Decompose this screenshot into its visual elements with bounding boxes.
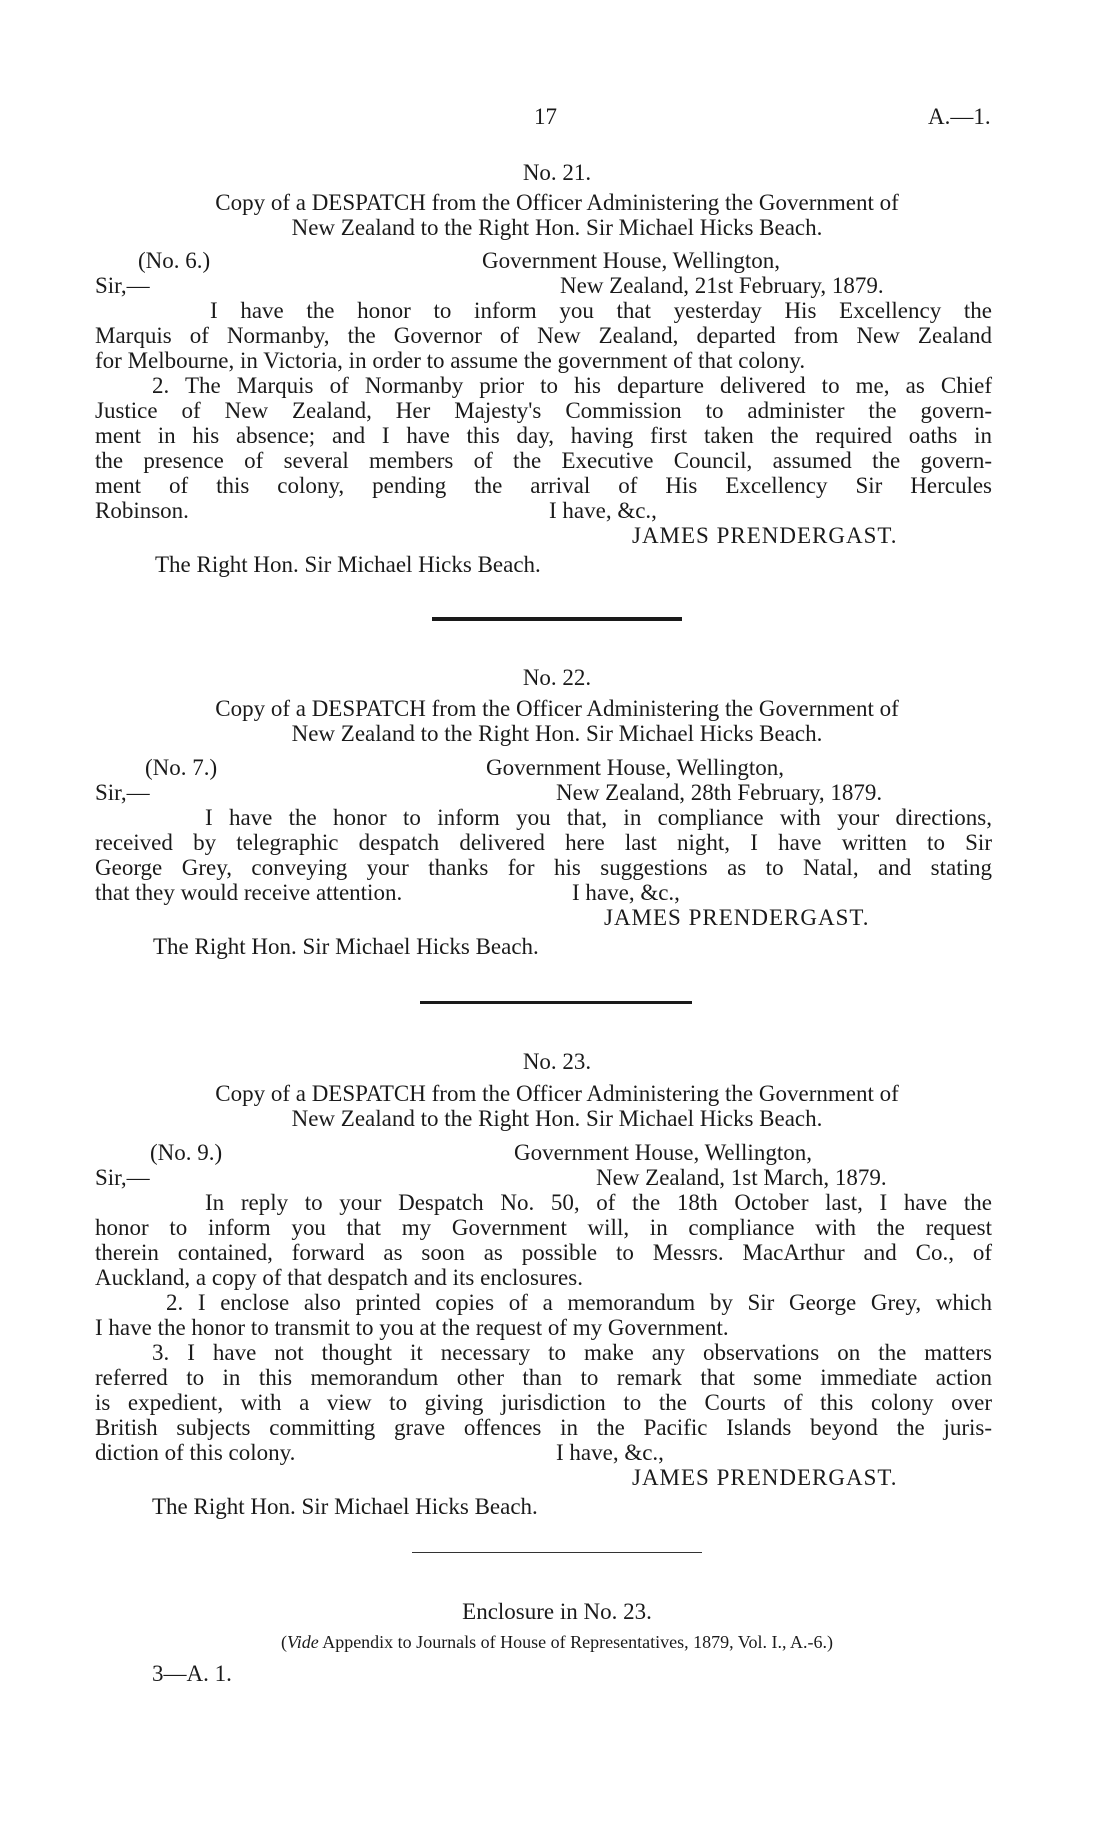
signature-mark: 3—A. 1. — [152, 1661, 232, 1686]
body-line: British subjects committing grave offences in the Pacific Islands beyond the juris- — [95, 1415, 992, 1440]
enclosure-note-text: Appendix to Journals of House of Representatives, 1879, Vol. I., A.-6.) — [318, 1632, 833, 1652]
page-number: 17 — [534, 104, 557, 129]
address-line: Government House, Wellington, — [486, 755, 784, 780]
enclosure-note — [0, 1632, 1114, 1653]
body-line: ment in his absence; and I have this day, having first taken the required oaths in — [95, 423, 992, 448]
signature: JAMES PRENDERGAST. — [632, 1465, 898, 1490]
body-line: I have the honor to transmit to you at the request of my Government. — [95, 1315, 729, 1340]
body-line: I have the honor to inform you that, in compliance with your directions, — [205, 805, 992, 830]
body-line: Robinson. — [95, 498, 189, 523]
despatch-title-line: Copy of a DESPATCH from the Officer Administering the Government of — [215, 190, 899, 215]
section-divider — [420, 1001, 692, 1004]
despatch-ref-number: (No. 9.) — [150, 1140, 223, 1165]
body-line: diction of this colony. — [95, 1440, 296, 1465]
vide-italic: Vide — [287, 1632, 319, 1652]
body-line: therein contained, forward as soon as possible to Messrs. MacArthur and Co., of — [95, 1240, 992, 1265]
body-line: honor to inform you that my Government will, in compliance with the request — [95, 1215, 992, 1240]
despatch-title-line: Copy of a DESPATCH from the Officer Administering the Government of — [215, 1081, 899, 1106]
salutation: Sir,— — [95, 1165, 150, 1190]
closing: I have, &c., — [549, 498, 657, 523]
body-line: Justice of New Zealand, Her Majesty's Commission to administer the govern- — [95, 398, 992, 423]
address-line: Government House, Wellington, — [482, 248, 780, 273]
salutation: Sir,— — [95, 780, 150, 805]
address-date-line: New Zealand, 1st March, 1879. — [596, 1165, 887, 1190]
addressee: The Right Hon. Sir Michael Hicks Beach. — [152, 1494, 538, 1519]
body-line: Auckland, a copy of that despatch and its enclosures. — [95, 1265, 583, 1290]
body-line: that they would receive attention. — [95, 880, 403, 905]
despatch-title-line: New Zealand to the Right Hon. Sir Michael Hicks Beach. — [291, 721, 823, 746]
despatch-number: No. 22. — [522, 665, 592, 690]
open-paren: ( — [281, 1632, 288, 1652]
body-line: 2. The Marquis of Normanby prior to his departure delivered to me, as Chief — [152, 373, 992, 398]
despatch-number: No. 23. — [522, 1049, 592, 1074]
body-line: received by telegraphic despatch delivered here last night, I have written to Sir — [95, 830, 992, 855]
address-date-line: New Zealand, 28th February, 1879. — [556, 780, 883, 805]
closing: I have, &c., — [572, 880, 680, 905]
body-line: ment of this colony, pending the arrival of His Excellency Sir Hercules — [95, 473, 992, 498]
despatch-title-line: New Zealand to the Right Hon. Sir Michael Hicks Beach. — [291, 215, 823, 240]
address-line: Government House, Wellington, — [514, 1140, 812, 1165]
signature: JAMES PRENDERGAST. — [632, 523, 898, 548]
document-reference: A.—1. — [928, 104, 991, 129]
section-divider — [432, 617, 682, 621]
body-line: the presence of several members of the Executive Council, assumed the govern- — [95, 448, 992, 473]
addressee: The Right Hon. Sir Michael Hicks Beach. — [155, 552, 541, 577]
salutation: Sir,— — [95, 273, 150, 298]
body-line: is expedient, with a view to giving jurisdiction to the Courts of this colony over — [95, 1390, 992, 1415]
despatch-number: No. 21. — [522, 160, 592, 185]
body-line: George Grey, conveying your thanks for his suggestions as to Natal, and stating — [95, 855, 992, 880]
despatch-title-line: New Zealand to the Right Hon. Sir Michael Hicks Beach. — [291, 1106, 823, 1131]
body-line: 3. I have not thought it necessary to make any observations on the matters — [152, 1340, 992, 1365]
despatch-title-line: Copy of a DESPATCH from the Officer Administering the Government of — [215, 696, 899, 721]
enclosure-title: Enclosure in No. 23. — [462, 1599, 652, 1624]
body-line: referred to in this memorandum other than to remark that some immediate action — [95, 1365, 992, 1390]
body-line: I have the honor to inform you that yesterday His Excellency the — [210, 298, 992, 323]
signature: JAMES PRENDERGAST. — [604, 905, 870, 930]
body-line: for Melbourne, in Victoria, in order to assume the government of that colony. — [95, 348, 806, 373]
address-date-line: New Zealand, 21st February, 1879. — [560, 273, 884, 298]
body-line: Marquis of Normanby, the Governor of New Zealand, departed from New Zealand — [95, 323, 992, 348]
body-line: In reply to your Despatch No. 50, of the 18th October last, I have the — [205, 1190, 992, 1215]
despatch-ref-number: (No. 6.) — [138, 248, 211, 273]
addressee: The Right Hon. Sir Michael Hicks Beach. — [153, 934, 539, 959]
section-divider — [412, 1552, 702, 1553]
despatch-ref-number: (No. 7.) — [145, 755, 218, 780]
closing: I have, &c., — [556, 1440, 664, 1465]
body-line: 2. I enclose also printed copies of a memorandum by Sir George Grey, which — [166, 1290, 992, 1315]
